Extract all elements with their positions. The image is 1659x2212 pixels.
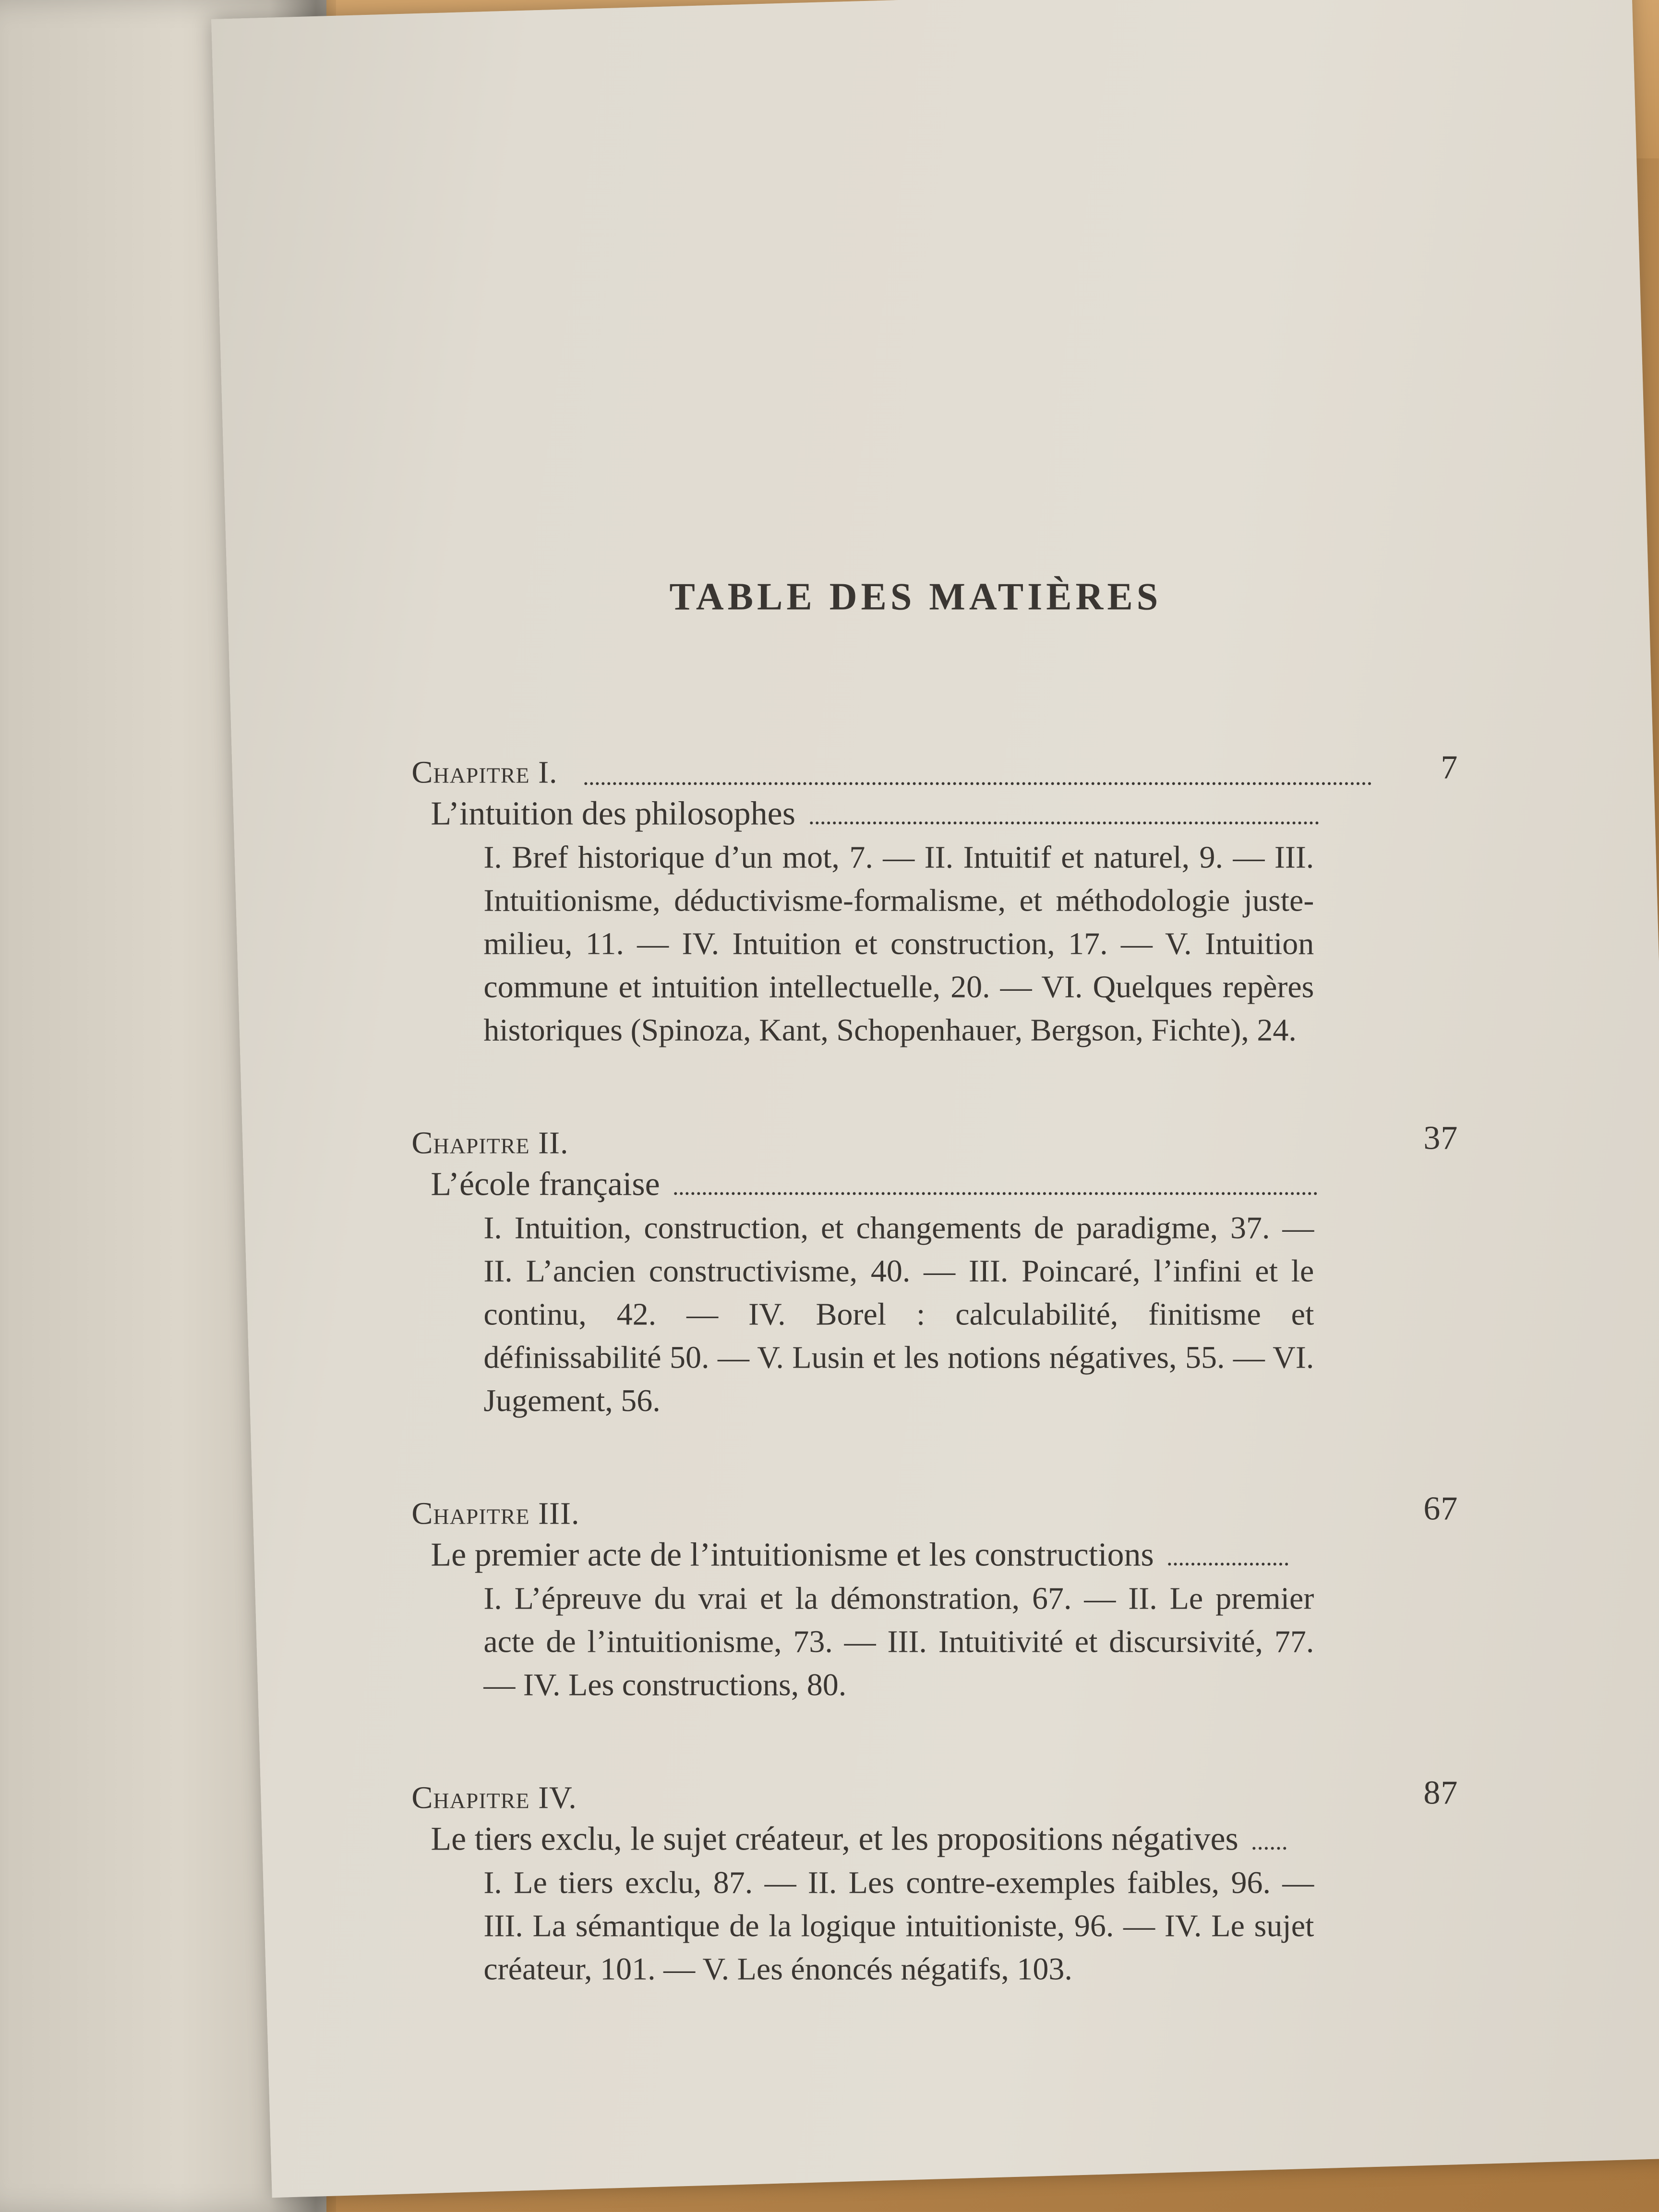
toc-chapter-3 xyxy=(411,1490,1477,1707)
chapter-label: Chapitre IV. xyxy=(411,1780,577,1815)
chapter-sections: I. L’épreuve du vrai et la démonstration, 67. — II. Le premier acte de l’intuitionisme, 73. — III. Intuitivité et discursivité, 77. — IV. Les constructions, 80. xyxy=(483,1581,1314,1703)
toc-chapter-1 xyxy=(411,749,1477,1052)
leader-dots xyxy=(1253,1846,1286,1850)
chapter-title: Le tiers exclu, le sujet créateur, et les propositions négatives xyxy=(431,1820,1238,1858)
chapter-label: Chapitre III. xyxy=(411,1496,580,1531)
chapter-page-number: 87 xyxy=(1423,1774,1458,1812)
toc-title: TABLE DES MATIÈRES xyxy=(669,576,1162,618)
leader-dots xyxy=(584,782,1371,785)
chapter-page-number: 67 xyxy=(1423,1490,1458,1527)
chapter-page-number: 7 xyxy=(1441,749,1458,786)
leader-dots xyxy=(1168,1562,1288,1565)
right-page xyxy=(211,0,1659,2198)
chapter-label: Chapitre II. xyxy=(411,1125,569,1161)
chapter-sections: I. Bref historique d’un mot, 7. — II. Intuitif et naturel, 9. — III. Intuitionisme, déductivisme-formalisme, et méthodologie juste-milieu, 11. — IV. Intuition et construction, 17. — V. Intuition commune et intuition intellectuelle, 20. — VI. Quelques repères historiques (Spinoza, Kant, Schopenhauer, Bergson, Fichte), 24. xyxy=(483,840,1314,1048)
toc-chapter-2 xyxy=(411,1119,1477,1422)
bleed-through-text xyxy=(336,0,1548,447)
chapter-sections: I. Le tiers exclu, 87. — II. Les contre-exemples faibles, 96. — III. La sémantique de la logique intuitioniste, 96. — IV. Le sujet créateur, 101. — V. Les énoncés négatifs, 103. xyxy=(483,1865,1314,1987)
chapter-sections: I. Intuition, construction, et changements de paradigme, 37. — II. L’ancien constructivisme, 40. — III. Poincaré, l’infini et le continu, 42. — IV. Borel : calculabilité, finitisme et définissabilité 50. — V. Lusin et les notions négatives, 55. — VI. Jugement, 56. xyxy=(483,1210,1314,1419)
table-of-contents xyxy=(411,575,1477,2063)
chapter-title: Le premier acte de l’intuitionisme et les constructions xyxy=(431,1536,1154,1574)
chapter-title: L’intuition des philosophes xyxy=(431,795,795,832)
toc-chapter-4 xyxy=(411,1774,1477,1991)
chapter-label: Chapitre I. xyxy=(411,755,558,790)
chapter-title: L’école française xyxy=(431,1166,660,1203)
leader-dots xyxy=(810,821,1319,824)
leader-dots xyxy=(674,1191,1318,1195)
chapter-page-number: 37 xyxy=(1423,1119,1458,1157)
